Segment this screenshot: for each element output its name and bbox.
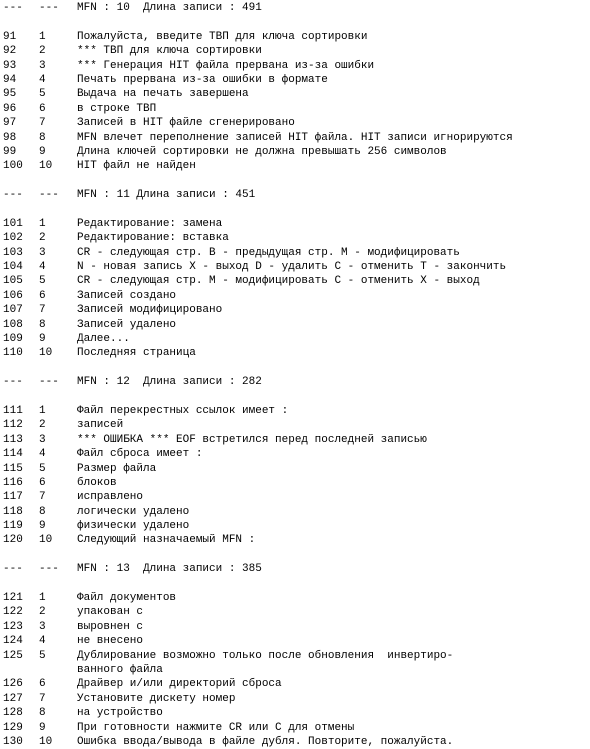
message-number: 110 (3, 347, 23, 360)
message-number: 95 (3, 88, 17, 101)
message-text: Редактирование: замена (77, 217, 223, 230)
header-dash: --- (3, 2, 23, 14)
message-number: 129 (3, 721, 23, 734)
message-subindex: 9 (39, 520, 46, 533)
message-text: N - новая запись X - выход D - удалить C - отменить T - закончить (77, 261, 507, 274)
message-line (3, 447, 588, 461)
message-section (3, 375, 588, 562)
message-text: логически удалено (77, 505, 190, 518)
message-text: Записей в HIT файле сгенерировано (77, 117, 295, 130)
message-number: 130 (3, 735, 23, 748)
message-number: 119 (3, 520, 23, 533)
message-text: Записей модифицировано (77, 304, 223, 317)
message-text: записей (77, 419, 124, 432)
message-subindex: 1 (39, 217, 46, 230)
message-subindex: 7 (39, 491, 46, 504)
blank-line (3, 202, 588, 216)
message-number: 111 (3, 404, 23, 417)
message-number: 106 (3, 289, 23, 302)
message-subindex: 4 (39, 261, 46, 274)
message-text: упакован с (77, 606, 144, 619)
message-text: При готовности нажмите CR или C для отмены (77, 721, 355, 734)
section-header (3, 188, 588, 202)
message-number: 96 (3, 102, 17, 115)
message-line (3, 620, 588, 634)
message-line (3, 404, 588, 418)
message-subindex: 6 (39, 476, 46, 489)
message-number: 103 (3, 246, 23, 259)
message-subindex: 1 (39, 592, 46, 605)
message-text-continuation: ванного файла (77, 663, 163, 676)
header-dash: --- (3, 376, 23, 389)
message-subindex: 7 (39, 692, 46, 705)
header-dash: --- (3, 563, 23, 576)
message-subindex: 6 (39, 678, 46, 691)
message-line (3, 260, 588, 274)
message-text: Редактирование: вставка (77, 232, 229, 245)
message-subindex: 3 (39, 620, 46, 633)
message-line (3, 462, 588, 476)
message-text: Файл сброса имеет : (77, 448, 203, 461)
message-line (3, 706, 588, 720)
message-text: *** ОШИБКА *** EOF встретился перед последней записью (77, 433, 427, 446)
message-line (3, 476, 588, 490)
message-subindex: 3 (39, 433, 46, 446)
message-number: 112 (3, 419, 23, 432)
message-subindex: 2 (39, 606, 46, 619)
message-number: 104 (3, 261, 23, 274)
message-line (3, 44, 588, 58)
message-line (3, 303, 588, 317)
message-line (3, 735, 588, 749)
blank-line (3, 174, 588, 188)
message-text: Ошибка ввода/вывода в файле дубля. Повторите, пожалуйста. (77, 735, 454, 748)
header-dash: --- (39, 376, 59, 389)
message-subindex: 4 (39, 448, 46, 461)
message-line (3, 533, 588, 547)
message-text: в строке ТВП (77, 102, 157, 115)
message-subindex: 8 (39, 505, 46, 518)
message-subindex: 8 (39, 707, 46, 720)
header-dash: --- (39, 563, 59, 576)
message-line (3, 102, 588, 116)
message-number: 100 (3, 160, 23, 173)
message-subindex: 10 (39, 735, 53, 748)
message-text: CR - следующая стр. B - предыдущая стр. M - модифицировать (77, 246, 460, 259)
message-text: Файл перекрестных ссылок имеет : (77, 404, 289, 417)
message-line (3, 519, 588, 533)
message-line (3, 30, 588, 44)
message-line (3, 634, 588, 648)
message-line (3, 692, 588, 706)
message-subindex: 10 (39, 160, 53, 173)
message-number: 124 (3, 635, 23, 648)
header-dash: --- (39, 2, 59, 14)
message-text: не внесено (77, 635, 144, 648)
message-subindex: 2 (39, 232, 46, 245)
message-line (3, 505, 588, 519)
message-number: 128 (3, 707, 23, 720)
blank-line (3, 390, 588, 404)
message-number: 113 (3, 433, 23, 446)
message-number: 92 (3, 45, 17, 58)
blank-line (3, 577, 588, 591)
message-subindex: 5 (39, 649, 46, 662)
message-text: Выдача на печать завершена (77, 88, 249, 101)
message-number: 118 (3, 505, 23, 518)
header-dash: --- (39, 189, 59, 202)
message-text: Следующий назначаемый MFN : (77, 534, 256, 547)
message-number: 107 (3, 304, 23, 317)
message-subindex: 2 (39, 419, 46, 432)
message-number: 121 (3, 592, 23, 605)
message-line (3, 116, 588, 130)
message-number: 91 (3, 30, 17, 43)
message-number: 114 (3, 448, 23, 461)
message-text: *** Генерация HIT файла прервана из-за ошибки (77, 59, 375, 72)
message-line (3, 246, 588, 260)
message-number: 122 (3, 606, 23, 619)
message-text: HIT файл не найден (77, 160, 196, 173)
message-number: 125 (3, 649, 23, 662)
message-subindex: 9 (39, 721, 46, 734)
header-text: MFN : 11 Длина записи : 451 (77, 189, 256, 202)
message-text: физически удалено (77, 520, 190, 533)
message-section (3, 562, 588, 749)
message-line (3, 318, 588, 332)
message-text: *** ТВП для ключа сортировки (77, 45, 262, 58)
message-number: 98 (3, 131, 17, 144)
message-text: Пожалуйста, введите ТВП для ключа сортировки (77, 30, 368, 43)
message-subindex: 1 (39, 30, 46, 43)
message-line (3, 418, 588, 432)
message-line (3, 145, 588, 159)
message-subindex: 1 (39, 404, 46, 417)
message-subindex: 8 (39, 318, 46, 331)
message-number: 117 (3, 491, 23, 504)
message-text: выровнен с (77, 620, 144, 633)
message-listing (3, 1, 588, 749)
message-text: Установите дискету номер (77, 692, 236, 705)
message-subindex: 7 (39, 304, 46, 317)
message-number: 97 (3, 117, 17, 130)
message-line (3, 346, 588, 360)
message-subindex: 10 (39, 347, 53, 360)
message-number: 127 (3, 692, 23, 705)
message-line (3, 59, 588, 73)
message-number: 123 (3, 620, 23, 633)
message-number: 108 (3, 318, 23, 331)
section-header (3, 375, 588, 389)
message-number: 105 (3, 275, 23, 288)
message-line (3, 721, 588, 735)
message-line (3, 289, 588, 303)
message-text: блоков (77, 476, 117, 489)
message-subindex: 6 (39, 289, 46, 302)
message-line (3, 73, 588, 87)
header-dash: --- (3, 189, 23, 202)
message-subindex: 10 (39, 534, 53, 547)
message-text: Длина ключей сортировки не должна превышать 256 символов (77, 145, 447, 158)
message-subindex: 5 (39, 88, 46, 101)
message-text: Записей создано (77, 289, 177, 302)
message-text: CR - следующая стр. M - модифицировать C - отменить X - выход (77, 275, 480, 288)
message-text: на устройство (77, 707, 163, 720)
message-number: 99 (3, 145, 17, 158)
message-text: Файл документов (77, 592, 177, 605)
message-subindex: 9 (39, 332, 46, 345)
message-subindex: 2 (39, 45, 46, 58)
section-header (3, 1, 588, 15)
message-line (3, 677, 588, 691)
message-line (3, 433, 588, 447)
message-line (3, 159, 588, 173)
header-text: MFN : 10 Длина записи : 491 (77, 2, 262, 14)
message-number: 126 (3, 678, 23, 691)
header-text: MFN : 12 Длина записи : 282 (77, 376, 262, 389)
message-line (3, 87, 588, 101)
message-text: Записей удалено (77, 318, 177, 331)
message-line (3, 131, 588, 145)
message-line (3, 591, 588, 605)
header-text: MFN : 13 Длина записи : 385 (77, 563, 262, 576)
section-header (3, 562, 588, 576)
message-line (3, 490, 588, 504)
message-number: 93 (3, 59, 17, 72)
message-line (3, 231, 588, 245)
message-subindex: 3 (39, 59, 46, 72)
message-line (3, 649, 588, 663)
message-text: Дублирование возможно только после обновления инвертиро- (77, 649, 454, 662)
message-subindex: 3 (39, 246, 46, 259)
message-subindex: 8 (39, 131, 46, 144)
message-number: 115 (3, 462, 23, 475)
blank-line (3, 15, 588, 29)
message-section (3, 1, 588, 188)
message-number: 116 (3, 476, 23, 489)
message-subindex: 4 (39, 635, 46, 648)
message-line (3, 274, 588, 288)
message-number: 101 (3, 217, 23, 230)
message-number: 102 (3, 232, 23, 245)
message-section (3, 188, 588, 375)
message-subindex: 7 (39, 117, 46, 130)
message-subindex: 6 (39, 102, 46, 115)
message-line (3, 332, 588, 346)
message-number: 94 (3, 73, 17, 86)
message-text: Далее... (77, 332, 130, 345)
message-text: Последняя страница (77, 347, 196, 360)
blank-line (3, 548, 588, 562)
message-subindex: 5 (39, 275, 46, 288)
message-subindex: 9 (39, 145, 46, 158)
message-line (3, 605, 588, 619)
message-number: 120 (3, 534, 23, 547)
message-subindex: 4 (39, 73, 46, 86)
message-line-continuation (3, 663, 588, 677)
message-number: 109 (3, 332, 23, 345)
message-text: Размер файла (77, 462, 157, 475)
message-text: исправлено (77, 491, 144, 504)
message-text: Печать прервана из-за ошибки в формате (77, 73, 328, 86)
message-text: Драйвер и/или директорий сброса (77, 678, 282, 691)
message-subindex: 5 (39, 462, 46, 475)
blank-line (3, 361, 588, 375)
message-text: MFN влечет переполнение записей HIT файла. HIT записи игнорируются (77, 131, 513, 144)
message-line (3, 217, 588, 231)
